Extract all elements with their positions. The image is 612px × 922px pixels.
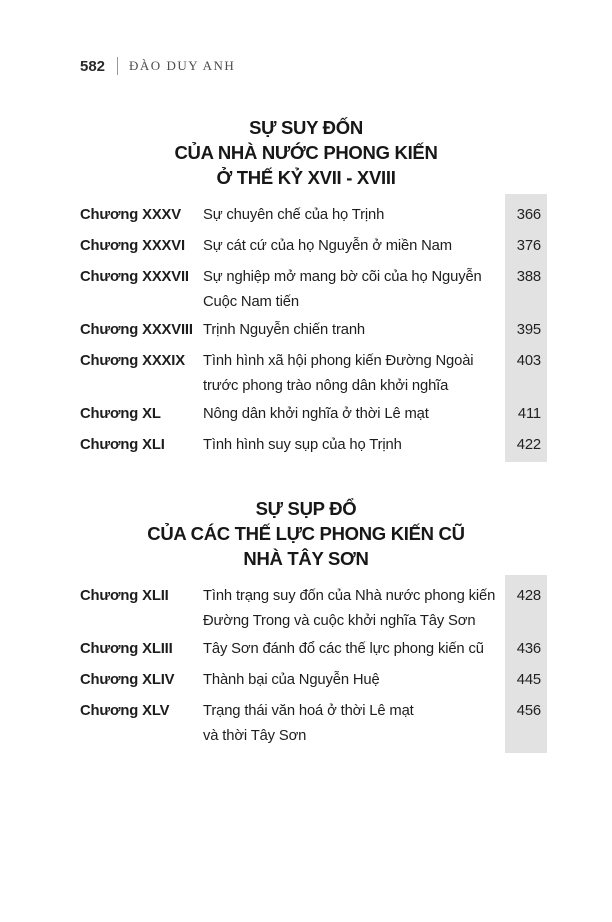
- chapter-title-line: và thời Tây Sơn: [203, 728, 307, 744]
- chapter-title: [203, 584, 505, 634]
- chapter-title-line: Đường Trong và cuộc khởi nghĩa Tây Sơn: [203, 613, 476, 629]
- section-title-line: CỦA NHÀ NƯỚC PHONG KIẾN: [174, 142, 438, 163]
- chapter-page-number: 411: [517, 406, 541, 422]
- toc-entry: [80, 699, 547, 749]
- toc-entry: [80, 668, 547, 693]
- chapter-label: Chương XXXIX: [80, 353, 185, 369]
- toc-entry: [80, 265, 547, 315]
- chapter-page-number: 422: [516, 437, 541, 453]
- chapter-title: [203, 699, 505, 749]
- chapter-title: [203, 349, 505, 399]
- toc-entry: [80, 637, 547, 662]
- header-divider: [117, 57, 118, 75]
- section-title-line: CỦA CÁC THẾ LỰC PHONG KIẾN CŨ: [147, 523, 465, 544]
- chapter-label: Chương XXXV: [80, 207, 181, 223]
- chapter-title-line: Tình trạng suy đốn của Nhà nước phong kiến: [203, 588, 496, 604]
- chapter-title-line: Nông dân khởi nghĩa ở thời Lê mạt: [203, 406, 429, 422]
- chapter-title-line: Trịnh Nguyễn chiến tranh: [203, 322, 365, 338]
- toc-entry: [80, 584, 547, 634]
- chapter-page-number: 456: [516, 703, 541, 719]
- section-title: [0, 115, 612, 190]
- section-entries: [80, 203, 547, 458]
- chapter-title: [203, 433, 505, 458]
- toc-entry: [80, 349, 547, 399]
- chapter-page-number: 366: [516, 207, 541, 223]
- chapter-title: [203, 637, 505, 662]
- chapter-label: Chương XLI: [80, 437, 165, 453]
- chapter-title-line: Cuộc Nam tiến: [203, 294, 299, 310]
- page-number: 582: [80, 57, 106, 75]
- chapter-label: Chương XLII: [80, 588, 169, 604]
- chapter-page-number: 436: [516, 641, 541, 657]
- chapter-title-line: Sự cát cứ của họ Nguyễn ở miền Nam: [203, 238, 452, 254]
- toc-section: [0, 496, 612, 749]
- chapter-page-number: 395: [516, 322, 541, 338]
- chapter-title: [203, 234, 505, 259]
- section-title-line: SỰ SUY ĐỐN: [249, 117, 363, 138]
- chapter-title-line: Sự nghiệp mở mang bờ cõi của họ Nguyễn: [203, 269, 482, 285]
- running-header: [80, 55, 235, 77]
- section-title-line: Ở THẾ KỶ XVII - XVIII: [216, 167, 396, 188]
- chapter-page-number: 403: [516, 353, 541, 369]
- chapter-page-number: 428: [516, 588, 541, 604]
- chapter-title: [203, 265, 505, 315]
- running-head-author: ĐÀO DUY ANH: [129, 58, 236, 73]
- chapter-page-number: 445: [516, 672, 541, 688]
- section-title-line: SỰ SỤP ĐỔ: [255, 498, 357, 519]
- chapter-title-line: Trạng thái văn hoá ở thời Lê mạt: [203, 703, 414, 719]
- chapter-title-line: Tình hình xã hội phong kiến Đường Ngoài: [203, 353, 474, 369]
- table-of-contents: [0, 115, 612, 749]
- toc-entry: [80, 234, 547, 259]
- chapter-title: [203, 203, 505, 228]
- section-title: [0, 496, 612, 571]
- section-entries: [80, 584, 547, 749]
- chapter-title: [203, 318, 505, 343]
- chapter-title-line: Tây Sơn đánh đổ các thế lực phong kiến cũ: [203, 641, 484, 657]
- chapter-label: Chương XXXVIII: [80, 322, 193, 338]
- toc-entry: [80, 402, 547, 427]
- chapter-title-line: Thành bại của Nguyễn Huệ: [203, 672, 380, 688]
- chapter-title-line: Tình hình suy sụp của họ Trịnh: [203, 437, 402, 453]
- chapter-label: Chương XXXVI: [80, 238, 185, 254]
- toc-entry: [80, 433, 547, 458]
- section-title-line: NHÀ TÂY SƠN: [243, 548, 369, 569]
- chapter-title-line: Sự chuyên chế của họ Trịnh: [203, 207, 385, 223]
- toc-section: [0, 115, 612, 458]
- chapter-label: Chương XLIII: [80, 641, 173, 657]
- chapter-label: Chương XL: [80, 406, 161, 422]
- chapter-label: Chương XLIV: [80, 672, 175, 688]
- chapter-title: [203, 402, 505, 427]
- toc-entry: [80, 203, 547, 228]
- chapter-page-number: 388: [516, 269, 541, 285]
- chapter-title: [203, 668, 505, 693]
- chapter-page-number: 376: [516, 238, 541, 254]
- chapter-label: Chương XXXVII: [80, 269, 189, 285]
- chapter-label: Chương XLV: [80, 703, 170, 719]
- toc-entry: [80, 318, 547, 343]
- chapter-title-line: trước phong trào nông dân khởi nghĩa: [203, 378, 449, 394]
